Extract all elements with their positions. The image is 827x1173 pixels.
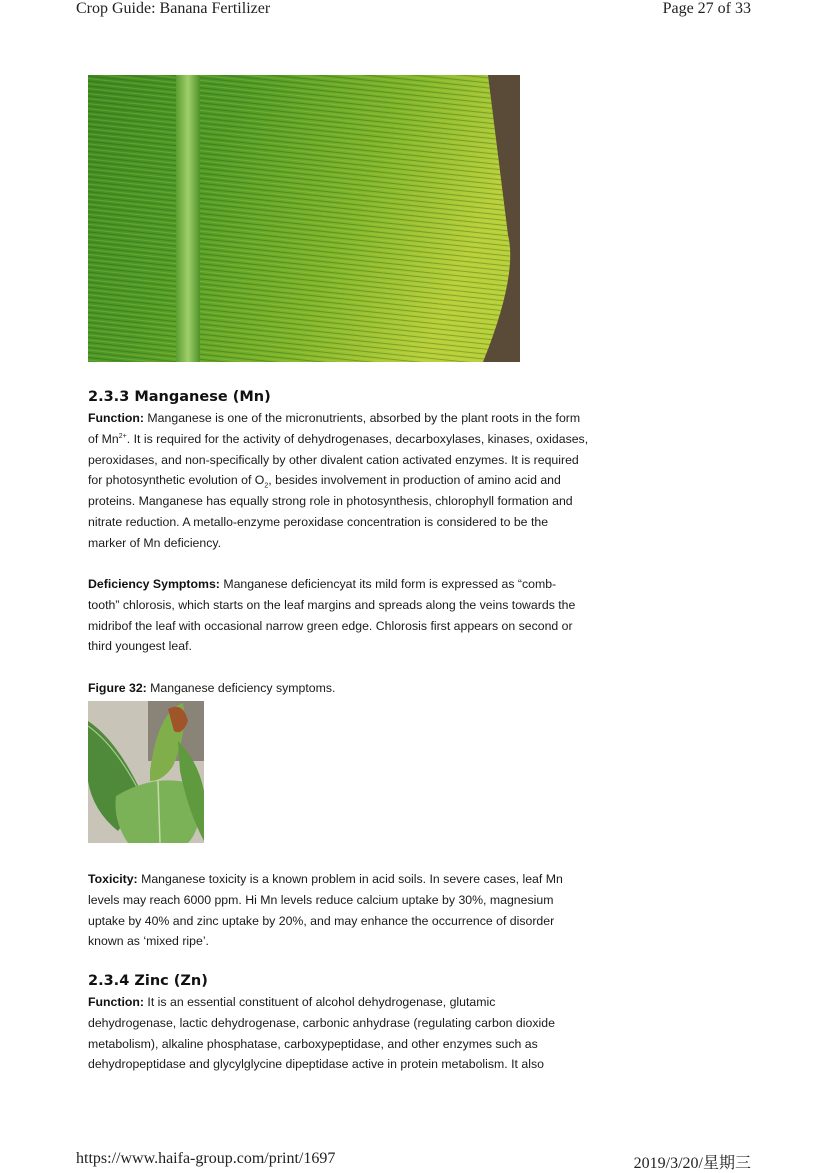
manganese-deficiency-paragraph: Deficiency Symptoms: Manganese deficiencyat its mild form is expressed as “comb- tooth” chlorosis, which starts on the leaf margins and spreads along the veins towards the midribof the leaf with occasional narrow green edge. Chlorosis first appears on second or third youngest leaf. [88, 577, 576, 654]
footer-date: 2019/3/20/星期三 [633, 1155, 751, 1172]
page-number: Page 27 of 33 [662, 0, 751, 17]
manganese-toxicity-paragraph: Toxicity: Manganese toxicity is a known problem in acid soils. In severe cases, leaf Mn levels may reach 6000 ppm. Hi Mn levels reduce calcium uptake by 30%, magnesium uptake by 40% and zinc uptake by 20%, and may enhance the occurrence of disorder known as ‘mixed ripe’. [88, 872, 563, 949]
toxicity-label: Toxicity: [88, 872, 138, 886]
figure-caption: Figure 32: Manganese deficiency symptoms. [88, 681, 336, 695]
manganese-function-paragraph: Function: Manganese is one of the micronutrients, absorbed by the plant roots in the form of $Mn^{2+}$. It is required for the activity of dehydrogenases, decarboxylases, kinases, oxidases, peroxidases, and non-specifically by other divalent cation activated enzymes. It is required for photosynthetic evolution of $O_2$, besides involvement in production of amino acid and proteins. Manganese has equally strong role in photosynthesis, chlorophyll formation and nitrate reduction. A metallo-enzyme peroxidase concentration is considered to be the marker of Mn deficiency. [88, 411, 589, 550]
zinc-function-paragraph: Function: It is an essential constituent of alcohol dehydrogenase, glutamic dehydrogenase, lactic dehydrogenase, carbonic anhydrase (regulating carbon dioxide metabolism), alkaline phosphatase, carboxypeptidase, and other enzymes such as dehydropeptidase and glycylglycine dipeptidase active in protein metabolism. It also [88, 995, 555, 1072]
section-heading-manganese: 2.3.3 Manganese (Mn) [88, 389, 271, 405]
deficiency-label: Deficiency Symptoms: [88, 577, 220, 591]
manganese-deficiency-photo [88, 701, 204, 843]
footer-url[interactable]: https://www.haifa-group.com/print/1697 [76, 1150, 336, 1167]
function-label: Function: [88, 995, 145, 1009]
banana-leaf-photo [88, 75, 520, 362]
header-title: Crop Guide: Banana Fertilizer [76, 0, 271, 17]
section-heading-zinc: 2.3.4 Zinc (Zn) [88, 973, 208, 989]
figure-label: Figure 32: [88, 681, 147, 695]
function-label: Function: [88, 411, 145, 425]
